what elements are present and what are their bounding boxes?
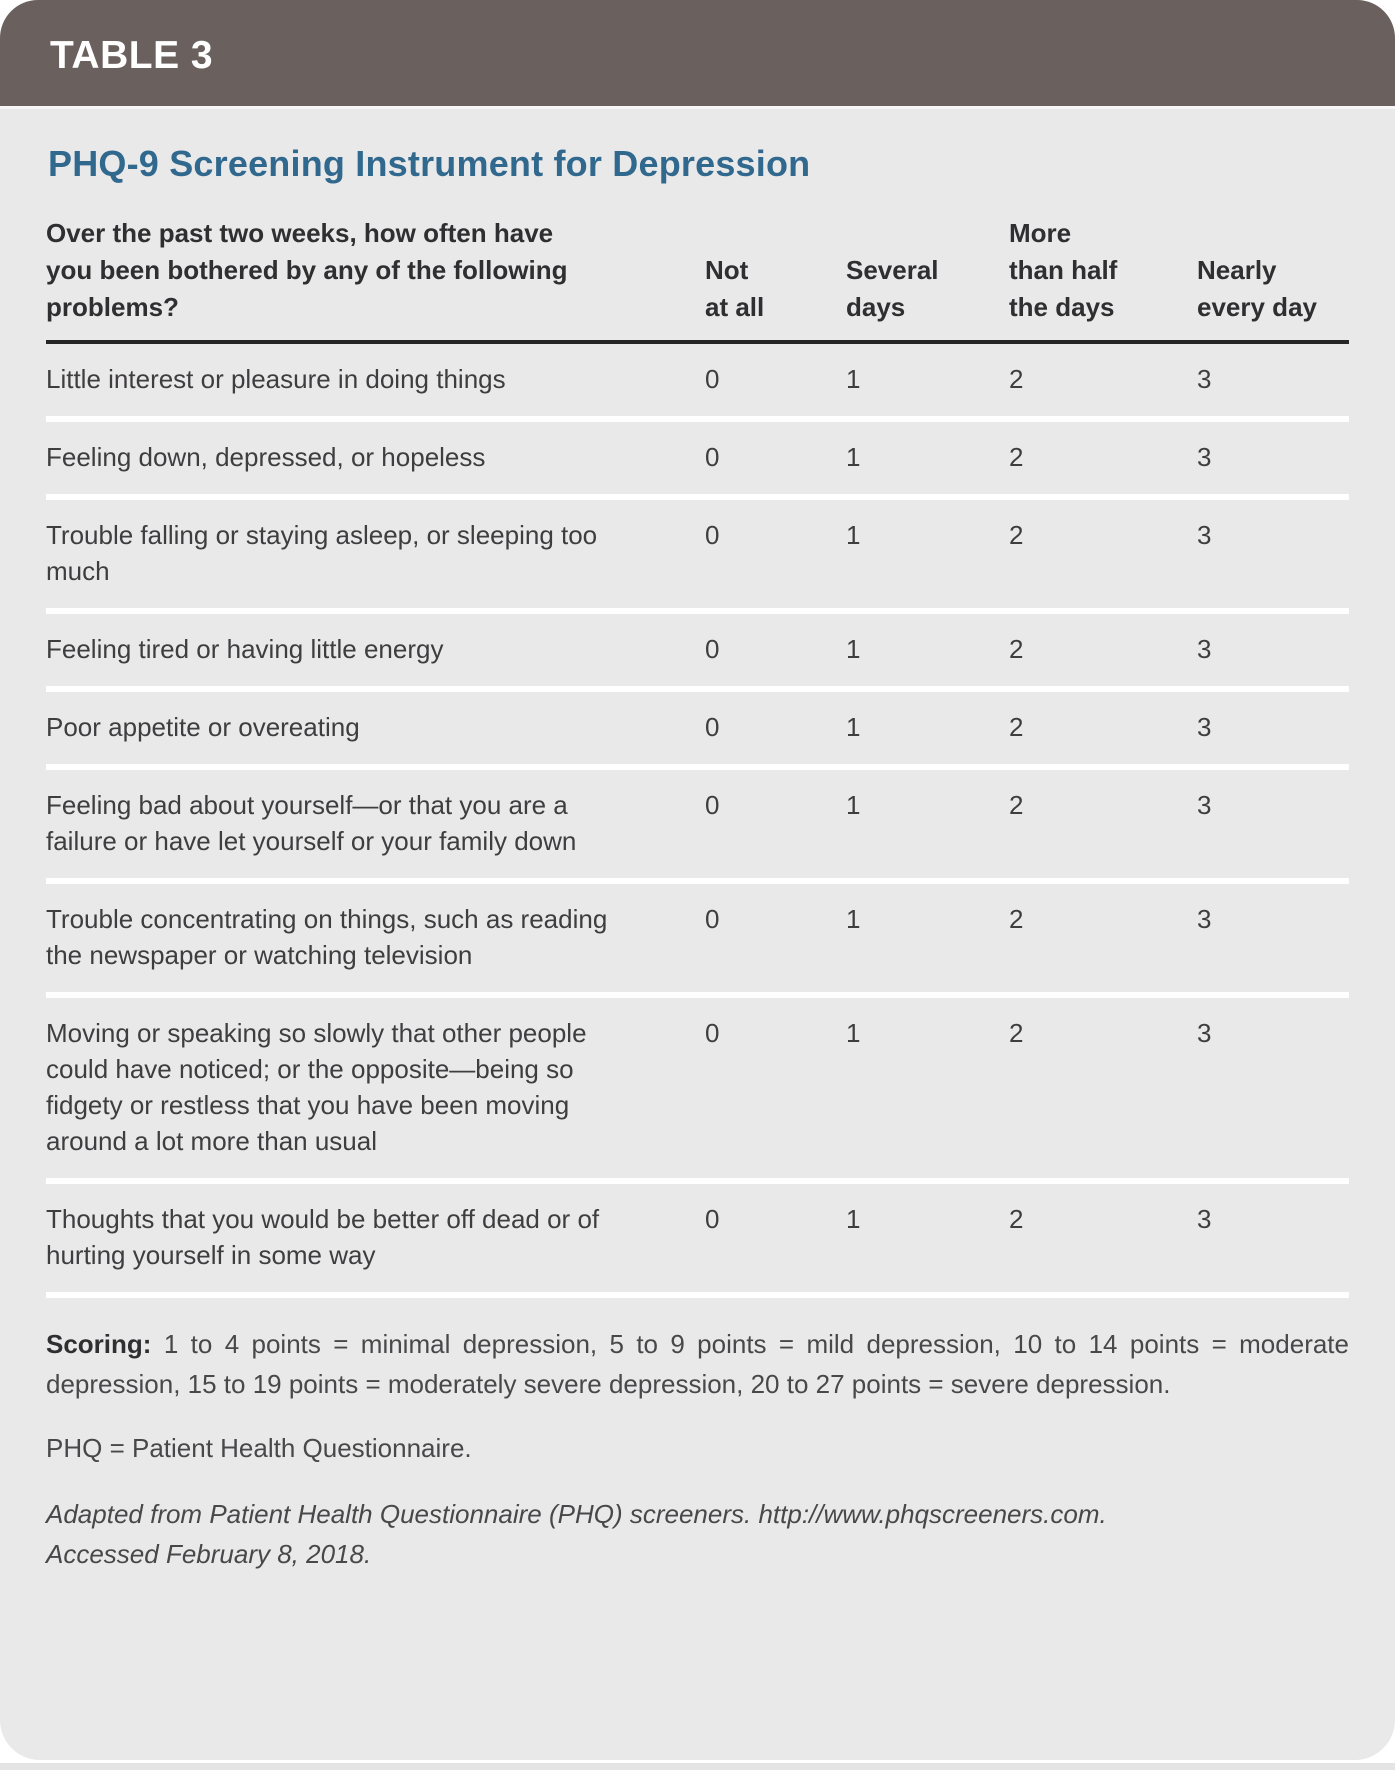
score-cell: 2 [1009,712,1024,742]
score-cell: 1 [846,634,861,664]
score-cell: 2 [1009,442,1024,472]
bottom-edge-strip [0,1763,1395,1770]
table-row [46,344,1349,422]
item-text: Feeling tired or having little energy [46,634,444,664]
score-cell: 3 [1197,442,1212,472]
item-text: Little interest or pleasure in doing things [46,364,506,394]
column-header-nearly-every-day: Nearly every day [1197,255,1317,322]
score-cell: 0 [705,442,720,472]
scoring-note [46,1324,1349,1404]
item-text: Poor appetite or overeating [46,712,360,742]
score-cell: 3 [1197,1204,1212,1234]
score-cell: 0 [705,634,720,664]
score-cell: 3 [1197,364,1212,394]
score-cell: 3 [1197,520,1212,550]
table-row [46,884,1349,998]
table-number-label: TABLE 3 [50,34,214,77]
score-cell: 1 [846,790,861,820]
score-cell: 2 [1009,1204,1024,1234]
column-header-more-than-half: More than half the days [1009,218,1118,322]
source-note [46,1494,1349,1574]
item-text: Feeling bad about yourself—or that you are a failure or have let yourself or your family down [46,790,577,856]
source-line-1: Adapted from Patient Health Questionnaire (PHQ) screeners. http://www.phqscreeners.com. [46,1499,1107,1529]
item-text: Thoughts that you would be better off dead or of hurting yourself in some way [46,1204,600,1270]
abbreviation-note: PHQ = Patient Health Questionnaire. [46,1433,472,1463]
table-panel [0,106,1395,1760]
item-text: Trouble concentrating on things, such as reading the newspaper or watching television [46,904,608,970]
score-cell: 1 [846,442,861,472]
score-cell: 0 [705,364,720,394]
table-header-bar [0,0,1395,106]
score-cell: 2 [1009,634,1024,664]
item-text: Feeling down, depressed, or hopeless [46,442,486,472]
score-cell: 3 [1197,712,1212,742]
score-cell: 3 [1197,634,1212,664]
source-line-2: Accessed February 8, 2018. [46,1539,372,1569]
column-header-several-days: Several days [846,255,939,322]
item-text: Trouble falling or staying asleep, or sleeping too much [46,520,598,586]
score-cell: 3 [1197,904,1212,934]
score-cell: 3 [1197,790,1212,820]
table-row [46,770,1349,884]
scoring-text: 1 to 4 points = minimal depression, 5 to 9 points = mild depression, 10 to 14 points = moderate depression, 15 to 19 points = moderately severe depression, 20 to 27 points = severe depression. [46,1329,1349,1399]
score-cell: 1 [846,1204,861,1234]
score-cell: 0 [705,790,720,820]
table-row [46,500,1349,614]
table-row [46,998,1349,1184]
score-cell: 2 [1009,904,1024,934]
score-cell: 0 [705,1204,720,1234]
score-cell: 0 [705,712,720,742]
score-cell: 0 [705,904,720,934]
score-cell: 0 [705,520,720,550]
page-title: PHQ-9 Screening Instrument for Depression [48,143,811,184]
scoring-label: Scoring: [46,1329,152,1359]
item-text: Moving or speaking so slowly that other people could have noticed; or the opposite—being so fidgety or restless that you have been moving around a lot more than usual [46,1018,587,1156]
column-header-row [46,215,1349,344]
column-header-not-at-all: Not at all [705,255,765,322]
table-row [46,614,1349,692]
score-cell: 2 [1009,364,1024,394]
table-row [46,422,1349,500]
score-cell: 0 [705,1018,720,1048]
score-cell: 1 [846,1018,861,1048]
score-cell: 2 [1009,790,1024,820]
score-cell: 2 [1009,1018,1024,1048]
score-cell: 1 [846,520,861,550]
table-row [46,692,1349,770]
score-cell: 2 [1009,520,1024,550]
score-cell: 1 [846,712,861,742]
question-column-header: Over the past two weeks, how often have you been bothered by any of the following problems? [46,218,568,322]
score-cell: 1 [846,904,861,934]
score-cell: 1 [846,364,861,394]
table-row [46,1184,1349,1298]
score-cell: 3 [1197,1018,1212,1048]
